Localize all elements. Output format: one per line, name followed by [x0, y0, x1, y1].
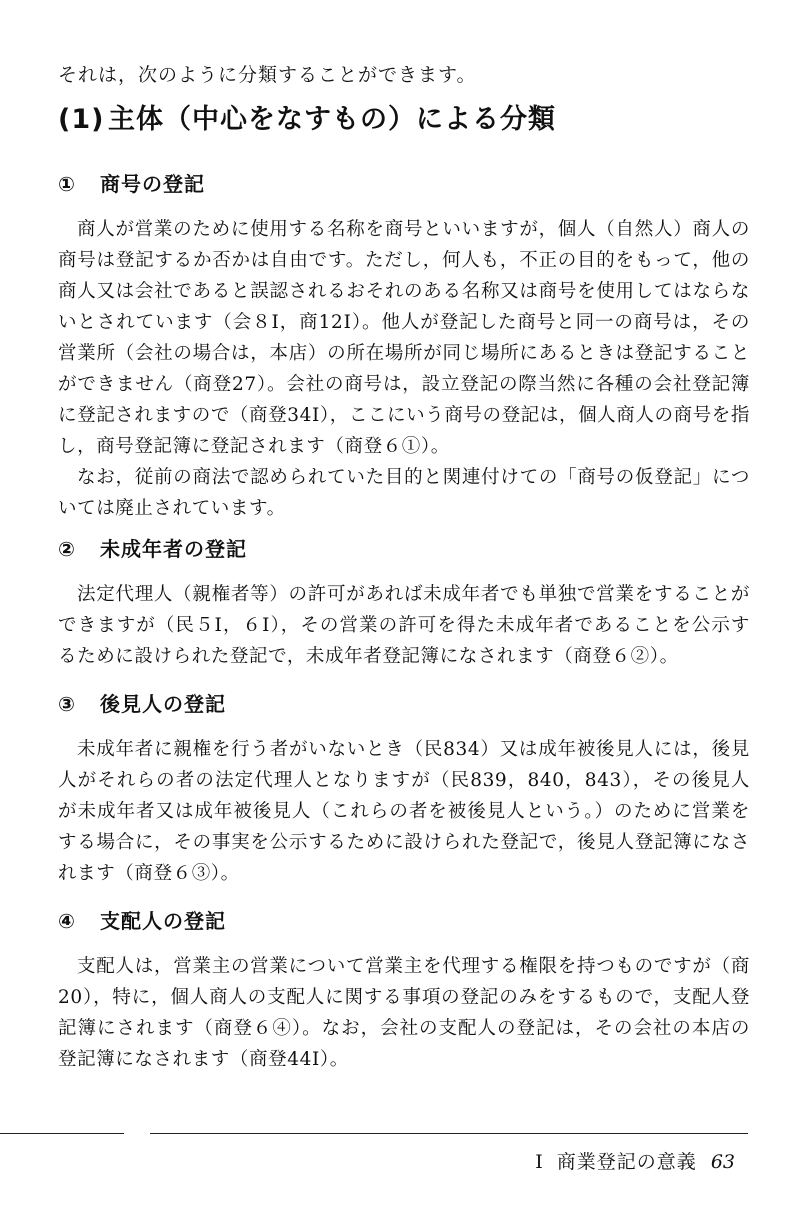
subsection-heading [58, 905, 750, 937]
subsection-trade-name [58, 168, 750, 524]
footer-title: 商業登記の意義 [556, 1151, 697, 1173]
paragraph: 商人が営業のために使用する名称を商号といいますが，個人（自然人）商人の商号は登記するか否かは自由です。ただし，何人も，不正の目的をもって，他の商人又は会社であると誤認されるおそれのある名称又は商号を使用してはならないとされています（会８Ⅰ，商12Ⅰ）。他人が登記した商号と同一の商号は，その営業所（会社の場合は，本店）の所在場所が同じ場所にあるときは登記することができません（商登27）。会社の商号は，設立登記の際当然に各種の会社登記簿に登記されますので（商登34Ⅰ），ここにいう商号の登記は，個人商人の商号を指し，商号登記簿に登記されます（商登６①）。 [58, 219, 750, 457]
page-footer [535, 1148, 735, 1176]
subsection-heading [58, 533, 750, 565]
subsection-number: ① [58, 172, 76, 196]
subsection-heading [58, 168, 750, 200]
footer-rule [150, 1133, 748, 1134]
subsection-title: 未成年者の登記 [100, 537, 247, 561]
subsection-manager [58, 905, 750, 1075]
section-heading [58, 100, 758, 140]
subsection-heading [58, 688, 750, 720]
intro-text: それは，次のように分類することができます。 [58, 64, 477, 86]
footer-chapter: Ⅰ [535, 1151, 543, 1173]
subsection-minor [58, 533, 750, 672]
paragraph: 支配人は，営業主の営業について営業主を代理する権限を持つものですが（商20），特に，個人商人の支配人に関する事項の登記のみをするもので，支配人登記簿にされます（商登６④）。なお，会社の支配人の登記は，その会社の本店の登記簿になされます（商登44Ⅰ）。 [58, 956, 750, 1070]
subsection-title: 支配人の登記 [100, 909, 226, 933]
subsection-number: ② [58, 537, 76, 561]
subsection-number: ④ [58, 909, 76, 933]
subsection-number: ③ [58, 692, 76, 716]
subsection-title: 後見人の登記 [100, 692, 226, 716]
section-title: 主体（中心をなすもの）による分類 [108, 104, 556, 135]
page-number: 63 [710, 1151, 735, 1173]
section-number: (1) [58, 104, 105, 135]
paragraph: 未成年者に親権を行う者がいないとき（民834）又は成年被後見人には，後見人がそれらの者の法定代理人となりますが（民839，840，843），その後見人が未成年者又は成年被後見人（これらの者を被後見人という。）のために営業をする場合に，その事実を公示するために設けられた登記で，後見人登記簿になされます（商登６③）。 [58, 739, 750, 884]
footer-rule-left [0, 1133, 124, 1134]
subsection-guardian [58, 688, 750, 889]
paragraph: 法定代理人（親権者等）の許可があれば未成年者でも単独で営業をすることができますが（民５Ⅰ，６Ⅰ），その営業の許可を得た未成年者であることを公示するために設けられた登記で，未成年者登記簿になされます（商登６②）。 [58, 584, 750, 667]
subsection-title: 商号の登記 [100, 172, 205, 196]
paragraph: なお，従前の商法で認められていた目的と関連付けての「商号の仮登記」については廃止されています。 [58, 467, 750, 519]
